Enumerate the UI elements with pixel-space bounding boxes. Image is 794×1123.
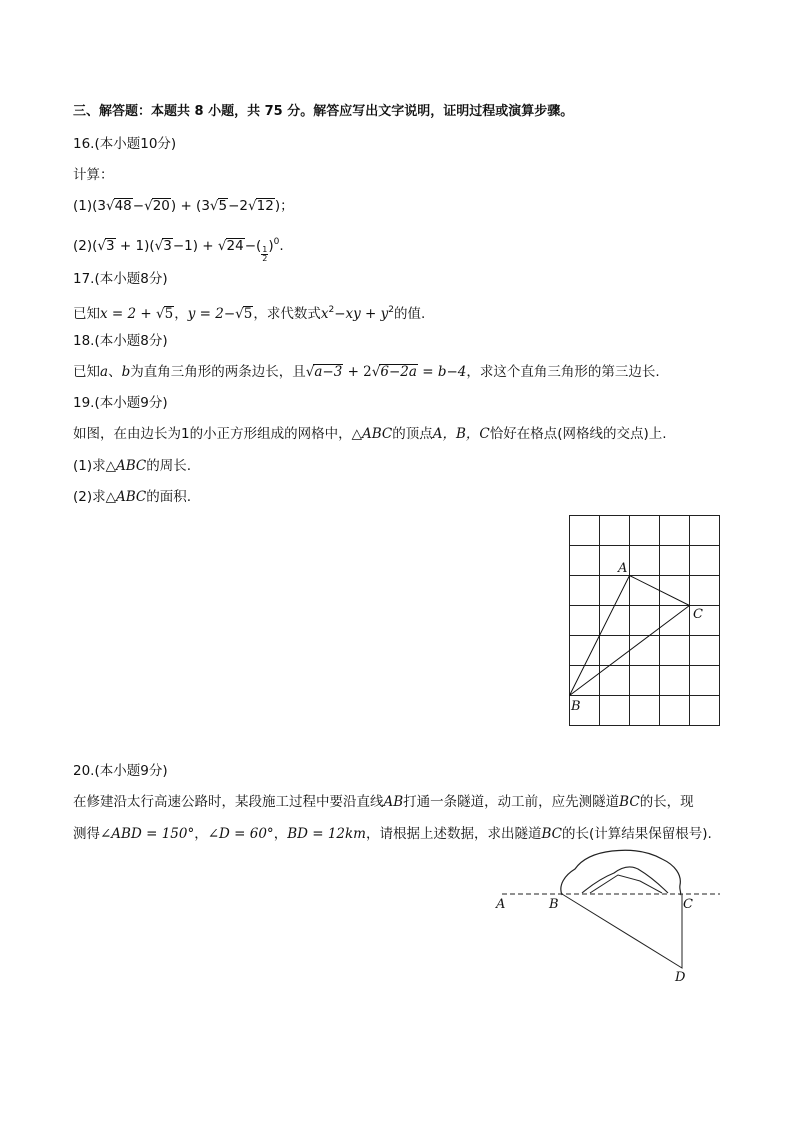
q20-line1-end: 的长，现 xyxy=(639,794,694,810)
q20-angd: ∠D = 60° xyxy=(207,826,274,842)
q20-line1-mid: 打通一条隧道，动工前，应先测隧道 xyxy=(403,794,620,810)
q19-line1-end: 恰好在格点(网格线的交点)上. xyxy=(489,426,667,442)
q19-sub1-pre: (1)求 xyxy=(73,458,106,474)
q19-sub2 xyxy=(73,488,191,506)
q17-x-expr: x = 2 + xyxy=(100,306,156,322)
q18-body: 已知a、b为直角三角形的两条边长，且√a−3 + 2√6−2a = b−4，求这个直角三角形的第三边长. xyxy=(73,364,660,380)
q16-p2-exp: 0 xyxy=(273,237,280,247)
q19-sub1-end: 的周长. xyxy=(146,458,192,474)
q19-line1-pre: 如图，在由边长为1的小正方形组成的网格中， xyxy=(73,426,352,442)
q19-sub2-end: 的面积. xyxy=(146,489,192,505)
q18-mid: 、 xyxy=(108,364,122,380)
q16-heading: 16.(本小题10分) xyxy=(73,136,177,152)
q19-sub1-tri: △ABC xyxy=(105,458,147,474)
q20-heading: 20.(本小题9分) xyxy=(73,763,168,779)
q17-y-expr: y = 2− xyxy=(187,306,236,322)
q20-line2 xyxy=(73,825,712,843)
q19-label-a: A xyxy=(618,561,628,576)
q17-heading: 17.(本小题8分) xyxy=(73,271,168,287)
q16-intro: 计算： xyxy=(73,167,114,183)
q20-line2-pre: 测得 xyxy=(73,826,100,842)
q17-body: 已知x = 2 + √5，y = 2−√5，求代数式$x^2-xy + y^2$的值. xyxy=(73,305,426,322)
q16-p1-root3: 5 xyxy=(218,198,228,214)
q16-p1-root4: 12 xyxy=(256,198,274,214)
q20-line2-bc: BC xyxy=(541,826,563,842)
q20-label-b: B xyxy=(549,897,559,912)
q19-grid-figure xyxy=(560,508,730,728)
q20-triangle-bcd xyxy=(562,894,682,968)
q17-sep: ， xyxy=(174,306,188,322)
q18-plus: + 2 xyxy=(343,364,372,380)
q18-heading: 18.(本小题8分) xyxy=(73,333,168,349)
q20-sep1: ， xyxy=(194,826,208,842)
q19-points: A，B，C xyxy=(432,426,490,442)
q20-abd: ∠ABD = 150° xyxy=(100,826,195,842)
q16-p2-m1: + 1)( xyxy=(115,238,155,254)
q19-heading: 19.(本小题9分) xyxy=(73,395,168,411)
q16-p1-root2: 20 xyxy=(152,198,170,214)
q16-p2-fden: 2 xyxy=(262,254,268,263)
q16-p2-m3: −( xyxy=(244,238,262,254)
q18-root2: 6−2a xyxy=(380,364,417,380)
q20-label-a: A xyxy=(496,897,506,912)
q17-exp2: 2 xyxy=(388,305,394,315)
q16-p2-root1: 3 xyxy=(106,238,115,254)
q20-label-c: C xyxy=(683,897,693,912)
q16-part2: (2)(√3 + 1)(√3−1) + √24−( $\frac{1}{2}$ )$^0$. xyxy=(73,237,284,263)
q16-p2-label: (2)( xyxy=(73,238,98,254)
q16-p2-end: . xyxy=(279,238,284,254)
q17-root2: 5 xyxy=(243,306,253,322)
q18-root1: a−3 xyxy=(314,364,343,380)
q20-tunnel-figure xyxy=(490,845,730,990)
q16-p2-m4: ) xyxy=(268,238,274,254)
q18-text: 为直角三角形的两条边长，且 xyxy=(130,364,306,380)
q16-p1-mid3: −2 xyxy=(228,198,249,214)
q19-sub1 xyxy=(73,457,191,475)
q17-expr-b: −xy + y xyxy=(334,306,389,322)
q16-p1-mid2: ) + (3 xyxy=(170,198,210,214)
q16-p2-root3: 24 xyxy=(226,238,244,254)
q19-line1-mid: 的顶点 xyxy=(392,426,433,442)
section-header: 三、解答题：本题共 8 小题，共 75 分。解答应写出文字说明，证明过程或演算步骤。 xyxy=(73,104,574,119)
q20-line2-end: 的长(计算结果保留根号). xyxy=(562,826,712,842)
q17-expr-a: x xyxy=(320,306,329,322)
q20-sep2: ， xyxy=(273,826,288,842)
q20-line2-mid: ，请根据上述数据，求出隧道 xyxy=(366,826,542,842)
q20-label-d: D xyxy=(675,970,686,985)
q16-p1-end: )； xyxy=(274,198,294,214)
q16-p1-root1: 48 xyxy=(114,198,132,214)
q17-root1: 5 xyxy=(164,306,174,322)
q16-p2-m2: −1) + xyxy=(172,238,218,254)
q20-line1-pre: 在修建沿太行高速公路时，某段施工过程中要沿直线 xyxy=(73,794,384,810)
q16-p1-label: (1)(3 xyxy=(73,198,106,214)
q19-label-b: B xyxy=(571,699,581,714)
q19-tri: △ABC xyxy=(351,426,393,442)
q16-p2-fnum: 1 xyxy=(262,245,268,254)
q20-ab: AB xyxy=(383,794,404,810)
q20-line1 xyxy=(73,793,694,811)
q17-pre: 已知 xyxy=(73,306,100,322)
q18-a: a xyxy=(100,364,109,380)
q17-exp1: 2 xyxy=(328,305,335,315)
q16-p2-root2: 3 xyxy=(163,238,172,254)
q18-eq: = b−4 xyxy=(417,364,467,380)
q17-end: 的值. xyxy=(394,306,426,322)
q19-sub2-pre: (2)求 xyxy=(73,489,106,505)
q19-label-c: C xyxy=(693,607,703,622)
q18-b: b xyxy=(121,364,131,380)
q16-part1: (1)(3√48−√20) + (3√5−2√12)； xyxy=(73,198,294,214)
q19-sub2-tri: △ABC xyxy=(105,489,147,505)
q18-pre: 已知 xyxy=(73,364,100,380)
q17-post: ，求代数式 xyxy=(253,306,321,322)
q18-end: ，求这个直角三角形的第三边长. xyxy=(466,364,660,380)
q16-p1-mid: − xyxy=(132,198,145,214)
q20-bd: BD = 12km xyxy=(287,826,366,842)
q19-line1 xyxy=(73,425,667,443)
q20-bc: BC xyxy=(619,794,640,810)
